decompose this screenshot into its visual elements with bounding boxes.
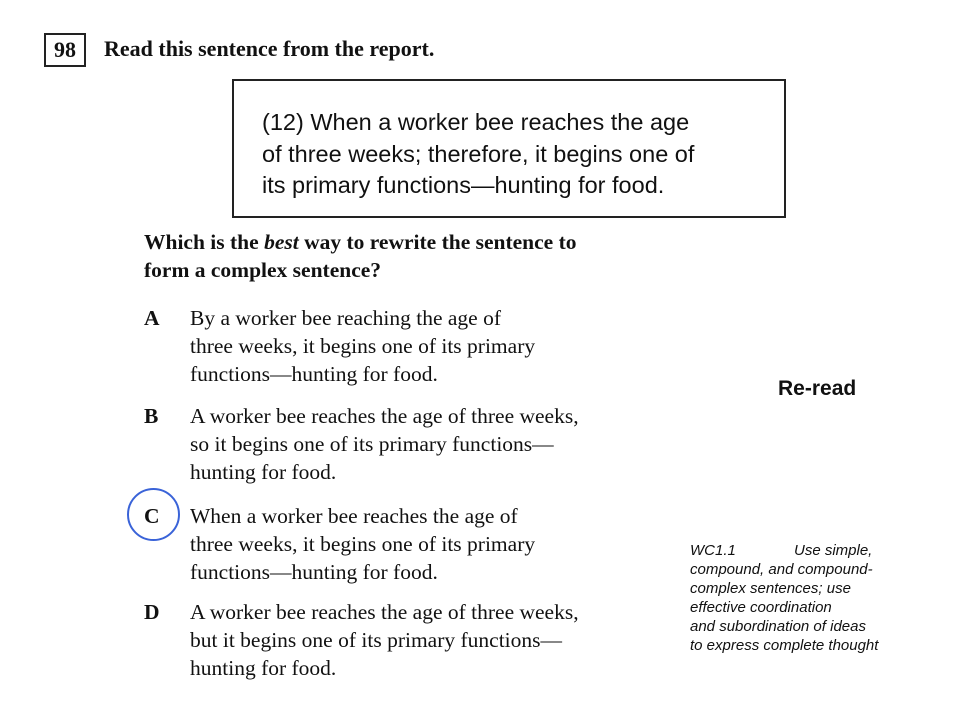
option-text bbox=[190, 598, 660, 682]
standard-line: to express complete thought bbox=[690, 637, 879, 654]
option-letter: B bbox=[144, 404, 159, 428]
standard-line: and subordination of ideas bbox=[690, 618, 866, 635]
option-line: functions—hunting for food. bbox=[190, 362, 438, 386]
standard-text: Use simple, bbox=[794, 542, 873, 559]
option-line: hunting for food. bbox=[190, 656, 337, 680]
option-line: so it begins one of its primary functions— bbox=[190, 432, 554, 456]
option-line: three weeks, it begins one of its primary bbox=[190, 334, 536, 358]
stem-line-1 bbox=[144, 228, 664, 256]
option-text bbox=[190, 502, 660, 586]
option-line: functions—hunting for food. bbox=[190, 560, 438, 584]
question-prompt: Read this sentence from the report. bbox=[104, 36, 435, 61]
option-letter: D bbox=[144, 600, 160, 624]
stem-text: Which is the bbox=[144, 230, 265, 254]
sentence-excerpt-box bbox=[232, 79, 786, 218]
stem-line-2: form a complex sentence? bbox=[144, 258, 382, 282]
option-letter: A bbox=[144, 306, 160, 330]
standard-line: effective coordination bbox=[690, 599, 832, 616]
excerpt-line: (12) When a worker bee reaches the age bbox=[262, 109, 690, 135]
reread-note: Re-read bbox=[778, 377, 857, 400]
standard-line-1 bbox=[690, 541, 940, 560]
standard-code: WC1.1 bbox=[690, 542, 736, 559]
option-line: By a worker bee reaching the age of bbox=[190, 306, 502, 330]
option-line: but it begins one of its primary functions— bbox=[190, 628, 563, 652]
standard-line: compound, and compound- bbox=[690, 561, 873, 578]
option-line: A worker bee reaches the age of three weeks, bbox=[190, 404, 579, 428]
option-letter: C bbox=[144, 504, 160, 528]
option-line: A worker bee reaches the age of three weeks, bbox=[190, 600, 579, 624]
stem-text: way to rewrite the sentence to bbox=[298, 230, 577, 254]
option-text bbox=[190, 402, 660, 486]
standard-line: complex sentences; use bbox=[690, 580, 851, 597]
option-text bbox=[190, 304, 660, 388]
question-stem bbox=[144, 228, 664, 284]
option-line: hunting for food. bbox=[190, 460, 337, 484]
stem-emphasis: best bbox=[264, 230, 299, 254]
excerpt-line: of three weeks; therefore, it begins one of bbox=[262, 140, 695, 167]
excerpt-line: its primary functions—hunting for food. bbox=[262, 172, 665, 198]
question-number: 98 bbox=[44, 33, 86, 67]
option-line: When a worker bee reaches the age of bbox=[190, 504, 518, 528]
option-line: three weeks, it begins one of its primary bbox=[190, 532, 536, 556]
standard-note bbox=[690, 541, 940, 655]
answer-circle-marker bbox=[127, 488, 180, 541]
